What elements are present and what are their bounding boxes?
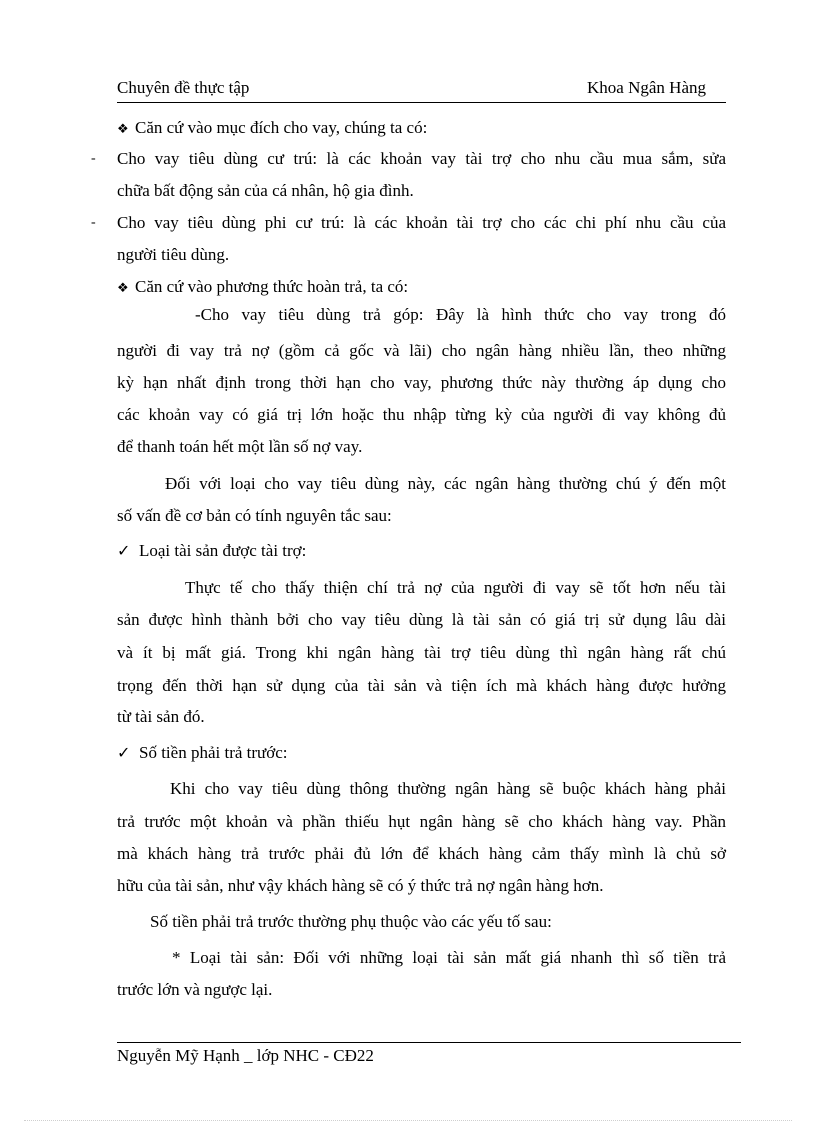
paragraph-line: Cho vay tiêu dùng cư trú: là các khoản vay tài trợ cho nhu cầu mua sắm, sửa: [117, 149, 726, 168]
page-header: [117, 78, 726, 103]
paragraph-line: * Loại tài sản: Đối với những loại tài sản mất giá nhanh thì số tiền trả: [172, 948, 726, 967]
paragraph-line: Cho vay tiêu dùng phi cư trú: là các khoản tài trợ cho các chi phí nhu cầu của: [117, 213, 726, 232]
paragraph-line: mà khách hàng trả trước phải đủ lớn để khách hàng cảm thấy mình là chủ sở: [117, 844, 726, 863]
page-bottom-edge: [24, 1120, 792, 1121]
dash-bullet-icon: -: [91, 215, 96, 230]
header-title: Chuyên đề thực tập: [117, 78, 250, 97]
header-department: Khoa Ngân Hàng: [587, 78, 706, 97]
paragraph-line: để thanh toán hết một lần số nợ vay.: [117, 437, 363, 456]
diamond-bullet-icon: ❖: [117, 121, 129, 136]
paragraph-line: và ít bị mất giá. Trong khi ngân hàng tài trợ tiêu dùng thì ngân hàng rất chú: [117, 643, 726, 662]
paragraph-line: Thực tế cho thấy thiện chí trả nợ của người đi vay sẽ tốt hơn nếu tài: [185, 578, 726, 597]
check-bullet-icon: ✓: [117, 745, 131, 762]
paragraph-line: người tiêu dùng.: [117, 245, 230, 264]
paragraph-line: chữa bất động sản của cá nhân, hộ gia đình.: [117, 181, 414, 200]
section-heading-repayment: ❖ Căn cứ vào phương thức hoàn trả, ta có:: [117, 275, 408, 300]
paragraph-line: Khi cho vay tiêu dùng thông thường ngân hàng sẽ buộc khách hàng phải: [170, 779, 726, 798]
page-footer: Nguyễn Mỹ Hạnh _ lớp NHC - CĐ22: [117, 1046, 374, 1065]
paragraph-line: trọng đến thời hạn sử dụng của tài sản và tiện ích mà khách hàng được hưởng: [117, 676, 726, 695]
paragraph-line: trả trước một khoản và phần thiếu hụt ngân hàng sẽ cho khách hàng vay. Phần: [117, 812, 726, 831]
check-heading-asset-type: ✓ Loại tài sản được tài trợ:: [117, 539, 306, 564]
check-bullet-icon: ✓: [117, 543, 131, 560]
paragraph-line: người đi vay trả nợ (gồm cả gốc và lãi) cho ngân hàng nhiều lần, theo những: [117, 341, 726, 360]
diamond-bullet-icon: ❖: [117, 280, 129, 295]
section-heading-purpose: ❖ Căn cứ vào mục đích cho vay, chúng ta có:: [117, 116, 427, 141]
footer-rule: [117, 1042, 741, 1043]
paragraph-line: -Cho vay tiêu dùng trả góp: Đây là hình thức cho vay trong đó: [195, 305, 726, 324]
paragraph-line: từ tài sản đó.: [117, 707, 205, 726]
paragraph-line: số vấn đề cơ bản có tính nguyên tắc sau:: [117, 506, 392, 525]
paragraph-line: sản được hình thành bởi cho vay tiêu dùng là tài sản có giá trị sử dụng lâu dài: [117, 610, 726, 629]
paragraph-line: Đối với loại cho vay tiêu dùng này, các ngân hàng thường chú ý đến một: [165, 474, 726, 493]
paragraph-line: các khoản vay có giá trị lớn hoặc thu nhập từng kỳ của người đi vay không đủ: [117, 405, 726, 424]
paragraph-line: hữu của tài sản, như vậy khách hàng sẽ có ý thức trả nợ ngân hàng hơn.: [117, 876, 604, 895]
paragraph-line: kỳ hạn nhất định trong thời hạn cho vay, phương thức này thường áp dụng cho: [117, 373, 726, 392]
dash-bullet-icon: -: [91, 151, 96, 166]
check-heading-down-payment: ✓ Số tiền phải trả trước:: [117, 741, 288, 766]
paragraph-line: trước lớn và ngược lại.: [117, 980, 273, 999]
paragraph-line: Số tiền phải trả trước thường phụ thuộc vào các yếu tố sau:: [150, 912, 552, 931]
